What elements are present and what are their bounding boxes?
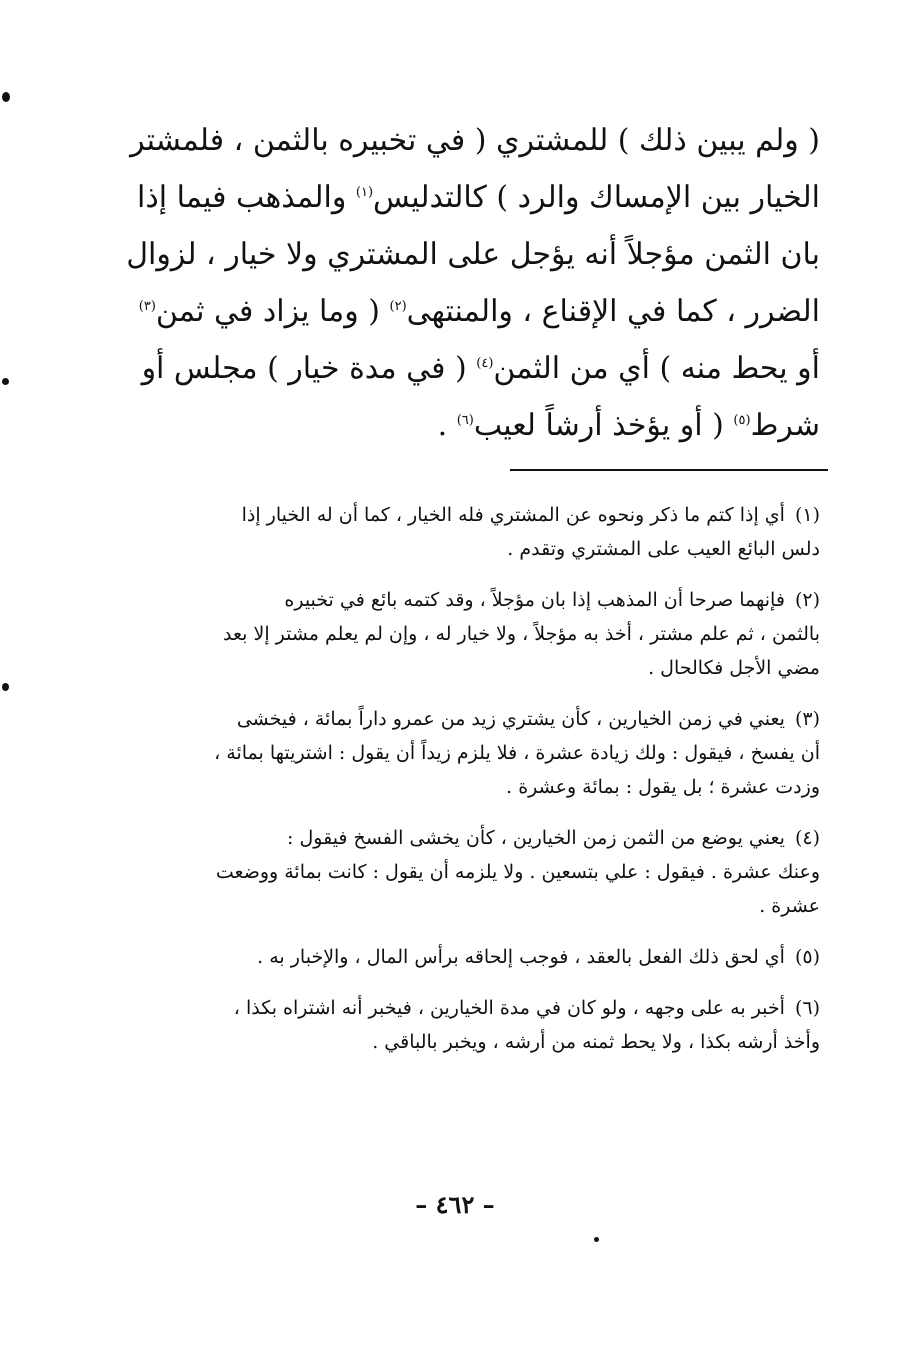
scan-speck xyxy=(2,378,9,385)
footnote-divider xyxy=(510,469,828,471)
footnotes xyxy=(88,498,820,1076)
main-line: أو يحط منه ) أي من الثمن$^{(٤)}$ ( في مدة خيار ) مجلس أو xyxy=(141,351,820,386)
footnote-line: دلس البائع العيب على المشتري وتقدم . xyxy=(507,538,820,560)
footnote-ref: (١) xyxy=(355,185,374,200)
footnote-ref: (٥) xyxy=(733,413,751,428)
main-text xyxy=(88,112,820,454)
footnote-line: (٦)أخبر به على وجهه ، ولو كان في مدة الخيارين ، فيخبر أنه اشتراه بكذا ، xyxy=(233,997,820,1019)
main-line: شرط$^{(٥)}$ ( أو يؤخذ أرشاً لعيب$^{(٦)}$ . xyxy=(437,408,820,443)
footnote-number: (٤) xyxy=(794,827,820,849)
footnote-1 xyxy=(88,498,820,566)
footnote-line: أن يفسخ ، فيقول : ولك زيادة عشرة ، فلا يلزم زيداً أن يقول : اشتريتها بمائة ، xyxy=(214,742,820,764)
footnote-line: وعنك عشرة . فيقول : علي بتسعين . ولا يلزمه أن يقول : كانت بمائة ووضعت xyxy=(215,861,820,883)
footnote-number: (٥) xyxy=(794,946,820,968)
footnote-line: (١)أي إذا كتم ما ذكر ونحوه عن المشتري فله الخيار ، كما أن له الخيار إذا xyxy=(241,504,820,526)
footnote-ref: (٤) xyxy=(476,356,494,371)
footnote-6 xyxy=(88,991,820,1059)
footnote-ref: (٣) xyxy=(138,299,156,314)
footnote-line: (٤)يعني يوضع من الثمن زمن الخيارين ، كأن يخشى الفسخ فيقول : xyxy=(287,827,820,849)
main-line: بان الثمن مؤجلاً أنه يؤجل على المشتري ولا خيار ، لزوال xyxy=(126,237,820,272)
footnote-line: عشرة . xyxy=(759,895,820,917)
footnote-line: (٢)فإنهما صرحا أن المذهب إذا بان مؤجلاً ، وقد كتمه بائع في تخبيره xyxy=(284,589,820,611)
footnote-line: وأخذ أرشه بكذا ، ولا يحط ثمنه من أرشه ، ويخبر بالباقي . xyxy=(372,1031,820,1053)
scan-speck xyxy=(2,92,10,102)
main-line: ( ولم يبين ذلك ) للمشتري ( في تخبيره بالثمن ، فلمشتر xyxy=(130,123,820,158)
page-number: – ٤٦٢ – xyxy=(415,1190,495,1219)
scan-speck xyxy=(594,1237,599,1242)
footnote-5 xyxy=(88,940,820,974)
footnote-2 xyxy=(88,583,820,685)
footnote-ref: (٢) xyxy=(389,299,407,314)
footnote-line: وزدت عشرة ؛ بل يقول : بمائة وعشرة . xyxy=(506,776,820,798)
footnote-3 xyxy=(88,702,820,804)
footnote-line: (٣)يعني في زمن الخيارين ، كأن يشتري زيد من عمرو داراً بمائة ، فيخشى xyxy=(236,708,820,730)
main-line: الخيار بين الإمساك والرد ) كالتدليس$^{(١)}$ والمذهب فيما إذا xyxy=(137,180,820,215)
footnote-line: بالثمن ، ثم علم مشتر ، أخذ به مؤجلاً ، ولا خيار له ، وإن لم يعلم مشتر إلا بعد xyxy=(223,623,820,645)
main-line: الضرر ، كما في الإقناع ، والمنتهى$^{(٢)}$ ( وما يزاد في ثمن$^{(٣)}$ xyxy=(138,294,820,329)
footnote-number: (٣) xyxy=(794,708,820,730)
footnote-number: (١) xyxy=(794,504,820,526)
footnote-number: (٢) xyxy=(794,589,820,611)
footnote-4 xyxy=(88,821,820,923)
footnote-line: (٥)أي لحق ذلك الفعل بالعقد ، فوجب إلحاقه برأس المال ، والإخبار به . xyxy=(257,946,820,968)
scan-speck xyxy=(2,683,9,691)
footnote-line: مضي الأجل فكالحال . xyxy=(648,657,820,679)
footnote-number: (٦) xyxy=(794,997,820,1019)
footnote-ref: (٦) xyxy=(456,413,474,428)
